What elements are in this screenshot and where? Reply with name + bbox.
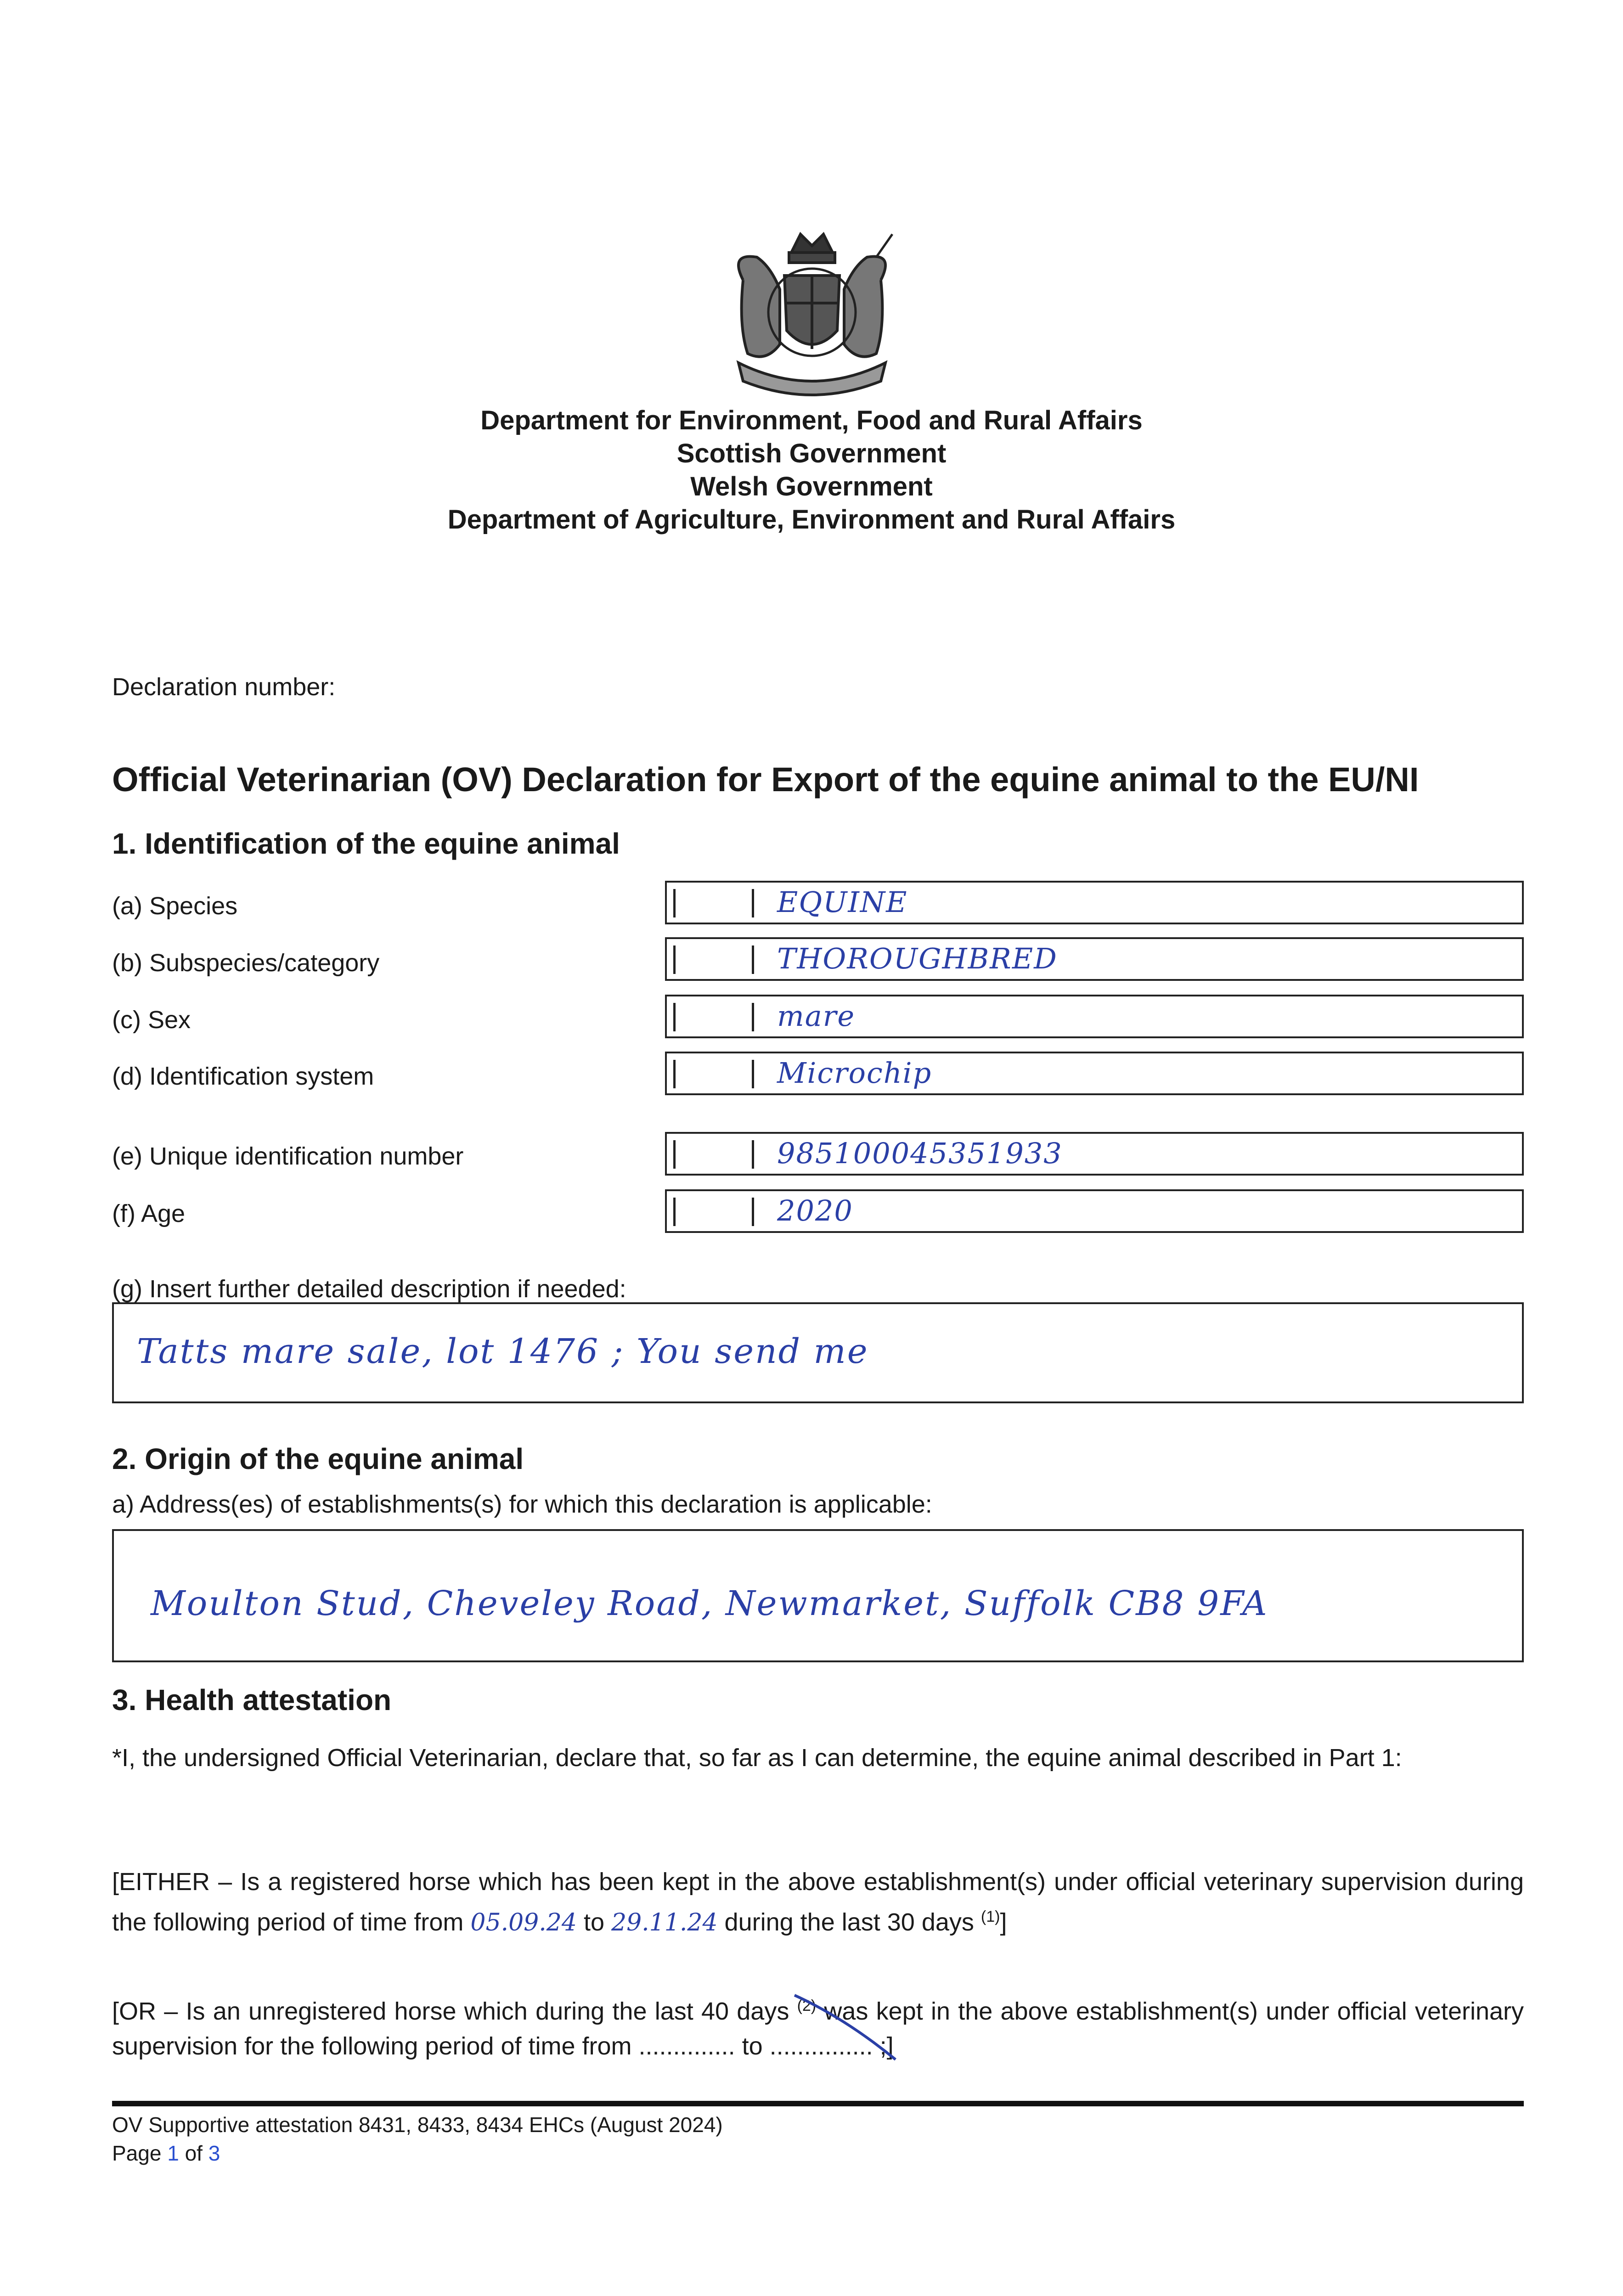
age-label: (f) Age: [112, 1200, 186, 1227]
either-from-date: 05.09.24: [470, 1909, 577, 1936]
address-label: a) Address(es) of establishments(s) for which this declaration is applicable:: [112, 1491, 932, 1518]
page-number: Page 1 of 3: [112, 2141, 220, 2165]
section3-heading: 3. Health attestation: [112, 1683, 392, 1716]
species-field[interactable]: [665, 881, 1524, 924]
department-scottish: Scottish Government: [676, 439, 947, 468]
strike-through-mark: [790, 1991, 900, 2064]
unique-id-field[interactable]: [665, 1132, 1524, 1176]
identification-system-value: Microchip: [777, 1056, 932, 1090]
document-title: Official Veterinarian (OV) Declaration for Export of the equine animal to the EU/NI: [112, 760, 1419, 799]
unique-id-value: 985100045351933: [777, 1137, 1063, 1170]
unique-id-label: (e) Unique identification number: [112, 1142, 464, 1170]
species-value: EQUINE: [777, 885, 908, 919]
section1-heading: 1. Identification of the equine animal: [112, 827, 620, 860]
health-intro: *I, the undersigned Official Veterinarian, declare that, so far as I can determine, the equine animal described in Part 1:: [112, 1744, 1402, 1772]
sex-field[interactable]: [665, 995, 1524, 1038]
species-label: (a) Species: [112, 892, 238, 920]
age-field[interactable]: [665, 1189, 1524, 1233]
address-box[interactable]: [112, 1529, 1524, 1662]
sex-value: mare: [777, 999, 856, 1033]
section2-heading: 2. Origin of the equine animal: [112, 1442, 524, 1475]
address-value: Moulton Stud, Cheveley Road, Newmarket, Suffolk CB8 9FA: [151, 1584, 1268, 1623]
subspecies-value: THOROUGHBRED: [777, 942, 1058, 975]
department-welsh: Welsh Government: [690, 472, 933, 501]
either-to-date: 29.11.24: [611, 1909, 718, 1936]
subspecies-label: (b) Subspecies/category: [112, 949, 380, 977]
further-description-value: Tatts mare sale, lot 1476 ; You send me: [137, 1332, 869, 1371]
footer-attestation: OV Supportive attestation 8431, 8433, 8434 EHCs (August 2024): [112, 2113, 723, 2137]
declaration-number-label: Declaration number:: [112, 673, 336, 701]
further-description-box[interactable]: [112, 1302, 1524, 1403]
footer-rule: [112, 2101, 1524, 2106]
department-defra: Department for Environment, Food and Rural Affairs: [480, 405, 1143, 435]
department-daera: Department of Agriculture, Environment and Rural Affairs: [447, 505, 1176, 535]
identification-system-field[interactable]: [665, 1052, 1524, 1095]
age-value: 2020: [777, 1194, 853, 1227]
further-description-label: (g) Insert further detailed description if needed:: [112, 1275, 626, 1303]
identification-system-label: (d) Identification system: [112, 1063, 374, 1090]
royal-coat-of-arms-icon: [711, 225, 913, 409]
subspecies-field[interactable]: [665, 937, 1524, 981]
department-list: [0, 404, 1623, 536]
either-clause: [EITHER – Is a registered horse which has been kept in the above establishment(s) under official veterinary supervision during the following period of time from 05.09.24 to 29.11.24 during the last 30 days $^{(1)}$]: [112, 1868, 1524, 1936]
or-clause: [OR – Is an unregistered horse which during the last 40 days $^{(2)}$ was kept in the above establishment(s) under official veterinary supervision for the following period of time from .............. to ............... ;]: [112, 1997, 1524, 2060]
sex-label: (c) Sex: [112, 1006, 191, 1034]
